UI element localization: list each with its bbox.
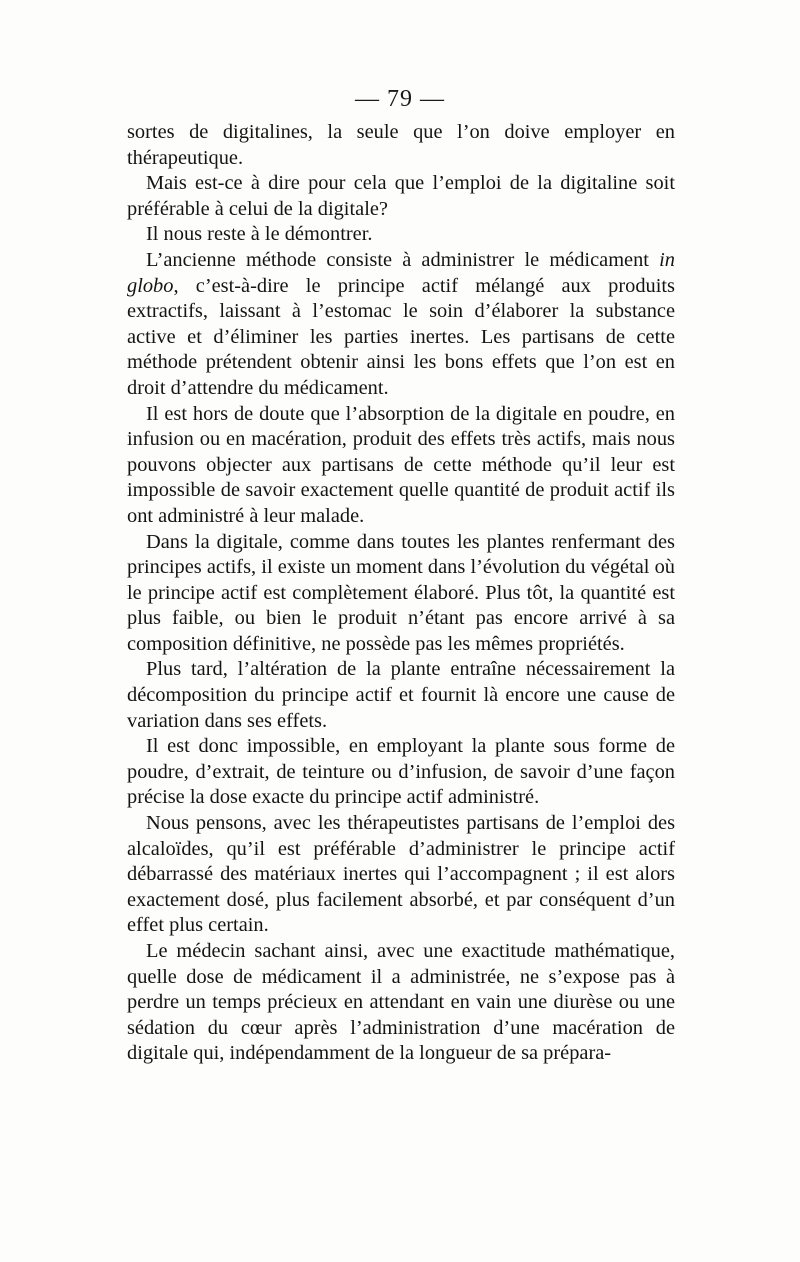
paragraph-8: Il est donc impossible, en employant la plante sous forme de poudre, d’extrait, de teinture ou d’infusion, de savoir d’une façon précise la dose exacte du principe actif administré.: [127, 735, 675, 809]
paragraph-7: Plus tard, l’altération de la plante entraîne nécessairement la décomposition du principe actif et fournit là encore une cause de variation dans ses effets.: [127, 658, 675, 732]
paragraph-1: sortes de digitalines, la seule que l’on doive employer en thérapeutique.: [127, 121, 675, 169]
paragraph-4-end: , c’est-à-dire le principe actif mélangé aux produits extractifs, laissant à l’estomac le soin d’élaborer la substance active et d’éliminer les parties inertes. Les partisans de cette méthode prétendent obtenir ainsi les bons effets que l’on est en droit d’attendre du médicament.: [127, 274, 675, 399]
paragraph-9: Nous pensons, avec les thérapeutistes partisans de l’emploi des alcaloïdes, qu’il est préférable d’administrer le principe actif débarrassé des matériaux inertes qui l’accompagnent ; il est alors exactement dosé, plus facilement absorbé, et par conséquent d’un effet plus certain.: [127, 812, 675, 937]
paragraph-6: Dans la digitale, comme dans toutes les plantes renfermant des principes actifs, il existe un moment dans l’évolution du végétal où le principe actif est complètement élaboré. Plus tôt, la quantité est plus faible, ou bien le produit n’étant pas encore arrivé à sa composition définitive, ne possède pas les mêmes propriétés.: [127, 530, 675, 655]
paragraph-3: Il nous reste à le démontrer.: [146, 223, 373, 246]
paragraph-4-start: L’ancienne méthode consiste à administrer le médicament: [146, 248, 660, 271]
latin-phrase: in globo: [127, 248, 675, 297]
paragraph-5: Il est hors de doute que l’absorption de la digitale en poudre, en infusion ou en macération, produit des effets très actifs, mais nous pouvons objecter aux partisans de cette méthode qu’il leur est impossible de savoir exactement quelle quantité de produit actif ils ont administré à leur malade.: [127, 402, 675, 527]
body-text: [127, 120, 675, 1067]
paragraph-2: Mais est-ce à dire pour cela que l’emploi de la digitaline soit préférable à celui de la digitale?: [127, 172, 675, 220]
paragraph-10: Le médecin sachant ainsi, avec une exactitude mathématique, quelle dose de médicament il a administrée, ne s’expose pas à perdre un temps précieux en attendant en vain une diurèse ou une sédation du cœur après l’administration d’une macération de digitale qui, indépendamment de la longueur de sa prépara-: [127, 940, 675, 1065]
page-number: — 79 —: [355, 86, 445, 112]
paragraph-4: [127, 248, 675, 402]
